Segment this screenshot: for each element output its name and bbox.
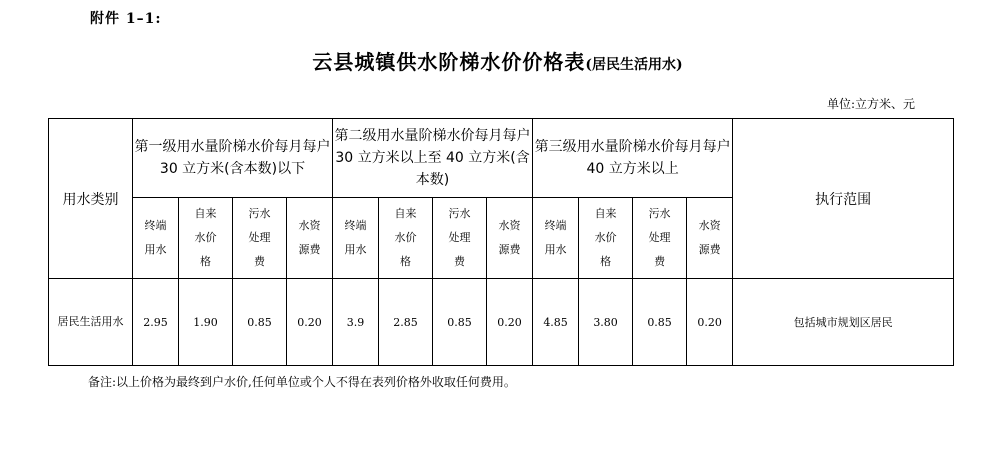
sub-header-resource: 水资源费 — [287, 198, 333, 279]
tier-2-header: 第二级用水量阶梯水价每月每户 30 立方米以上至 40 立方米(含本数) — [333, 119, 533, 198]
sub-header-terminal: 终端用水 — [133, 198, 179, 279]
sub-header-terminal: 终端用水 — [333, 198, 379, 279]
sub-header-resource: 水资源费 — [687, 198, 733, 279]
sub-header-sewage: 污水处理费 — [633, 198, 687, 279]
scope-header: 执行范围 — [733, 119, 954, 279]
sub-header-resource: 水资源费 — [487, 198, 533, 279]
title-main: 云县城镇供水阶梯水价价格表 — [312, 50, 586, 74]
tier-3-sewage-fee: 0.85 — [633, 279, 687, 366]
sub-header-sewage: 污水处理费 — [433, 198, 487, 279]
tier-1-resource-fee: 0.20 — [287, 279, 333, 366]
scope-value: 包括城市规划区居民 — [733, 279, 954, 366]
category-header: 用水类别 — [49, 119, 133, 279]
tier-2-resource-fee: 0.20 — [487, 279, 533, 366]
tier-1-header: 第一级用水量阶梯水价每月每户 30 立方米(含本数)以下 — [133, 119, 333, 198]
tier-3-tap-water-price: 3.80 — [579, 279, 633, 366]
footnote: 备注:以上价格为最终到户水价,任何单位或个人不得在表列价格外收取任何费用。 — [88, 375, 516, 389]
sub-header-tap-water: 自来水价格 — [579, 198, 633, 279]
tier-3-header: 第三级用水量阶梯水价每月每户 40 立方米以上 — [533, 119, 733, 198]
title-sub: (居民生活用水) — [585, 57, 683, 73]
tier-3-resource-fee: 0.20 — [687, 279, 733, 366]
sub-header-tap-water: 自来水价格 — [379, 198, 433, 279]
tier-2-sewage-fee: 0.85 — [433, 279, 487, 366]
tier-2-tap-water-price: 2.85 — [379, 279, 433, 366]
sub-header-terminal: 终端用水 — [533, 198, 579, 279]
document-title — [0, 46, 995, 75]
attachment-label: 附件 1–1: — [90, 11, 162, 27]
tier-header-row — [49, 119, 954, 198]
tier-1-terminal-price: 2.95 — [133, 279, 179, 366]
sub-header-tap-water: 自来水价格 — [179, 198, 233, 279]
sub-header-sewage: 污水处理费 — [233, 198, 287, 279]
tier-2-terminal-price: 3.9 — [333, 279, 379, 366]
price-table — [48, 118, 954, 366]
tier-3-terminal-price: 4.85 — [533, 279, 579, 366]
row-label: 居民生活用水 — [49, 279, 133, 366]
unit-text: 单位:立方米、元 — [826, 97, 915, 111]
tier-1-tap-water-price: 1.90 — [179, 279, 233, 366]
tier-1-sewage-fee: 0.85 — [233, 279, 287, 366]
table-row — [49, 279, 954, 366]
